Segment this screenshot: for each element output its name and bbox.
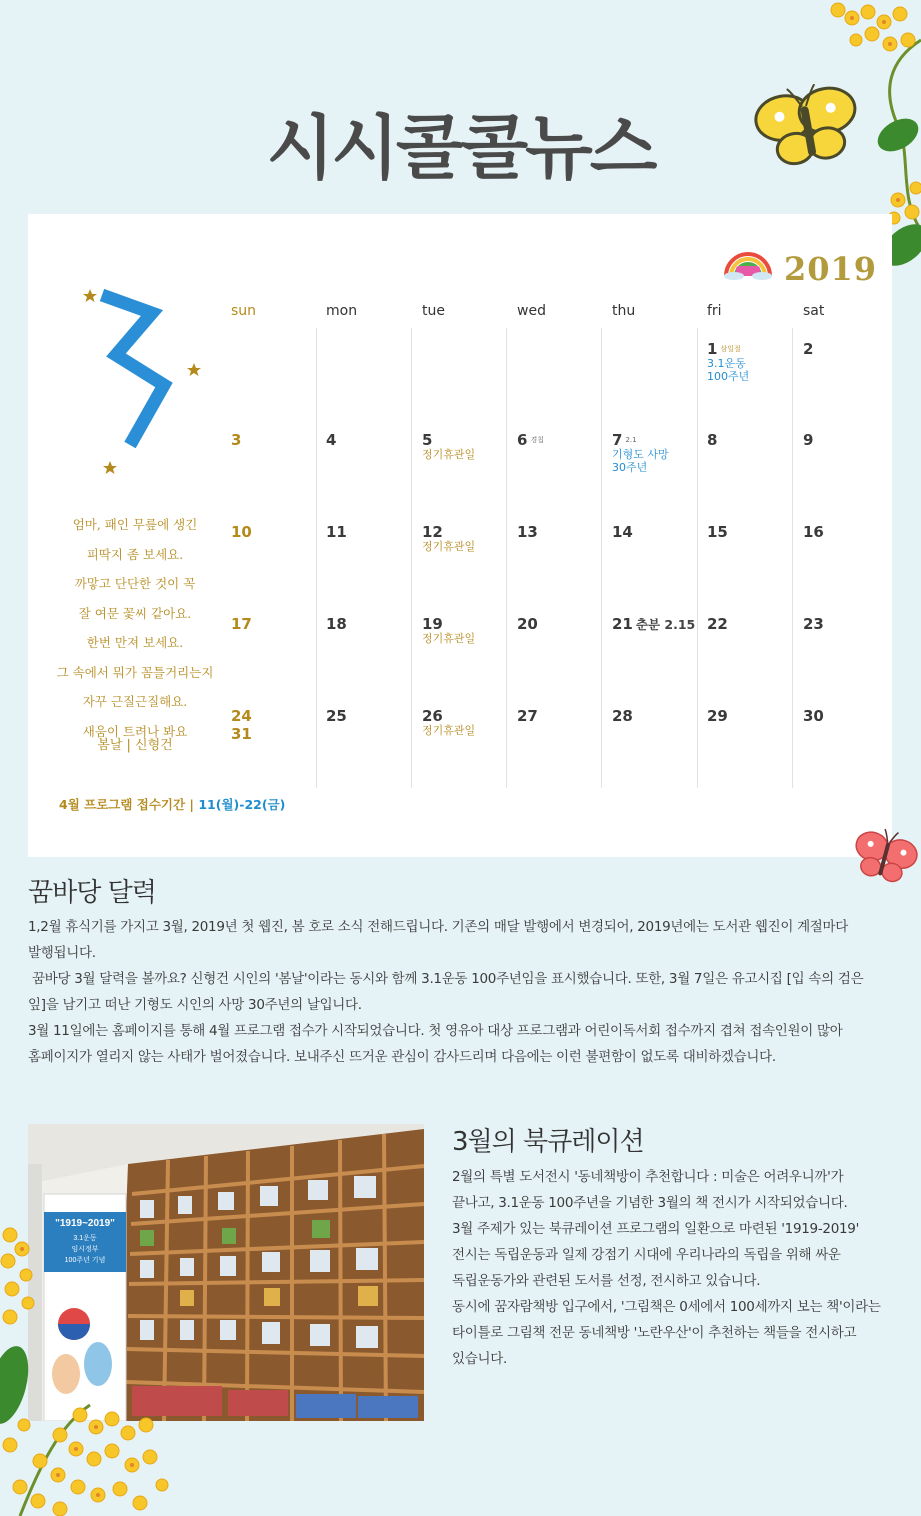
calendar-day-number: 26 — [422, 707, 443, 725]
banner-text: 임시정부 — [71, 1246, 99, 1253]
calendar-day — [517, 707, 538, 725]
calendar-day-number: 13 — [517, 523, 538, 541]
calendar-day — [707, 340, 741, 358]
calendar-day-note: 기형도 사망 30주년 — [612, 448, 669, 474]
calendar-day-number: 21 — [612, 615, 633, 633]
calendar-day — [612, 523, 633, 541]
calendar-day — [803, 431, 813, 449]
calendar-day-number: 1 — [707, 340, 718, 358]
notice-label: 4월 프로그램 접수기간 | — [59, 797, 199, 812]
calendar-day-number: 16 — [803, 523, 824, 541]
calendar-day — [231, 523, 252, 541]
body-line: 꿈바당 3월 달력을 볼까요? 신형건 시인의 '봄날'이라는 동시와 함께 3.1운동 100주년임을 표시했습니다. 또한, 3월 7일은 유고시집 [입 속의 검은 — [28, 971, 864, 987]
calendar-day-number: 14 — [612, 523, 633, 541]
yellow-butterfly-icon — [748, 84, 868, 174]
body-line: 독립운동가와 관련된 도서를 선정, 전시하고 있습니다. — [452, 1273, 761, 1289]
calendar-day-sup: 경칩 — [530, 436, 544, 444]
calendar-day-number: 12 — [422, 523, 443, 541]
calendar-day — [231, 431, 241, 449]
poem-line: 한번 만져 보세요. — [86, 635, 184, 650]
calendar-day — [803, 340, 813, 358]
day-label-tue: tue — [422, 303, 445, 319]
poem-line: 잘 여문 꽃씨 같아요. — [78, 605, 192, 621]
calendar-day-number: 3 — [231, 431, 242, 449]
calendar-day-number: 2 — [803, 340, 814, 358]
grid-divider — [601, 328, 602, 788]
body-line: 3월 11일에는 홈페이지를 통해 4월 프로그램 접수가 시작되었습니다. 첫 영유아 대상 프로그램과 어린이독서회 접수까지 겹쳐 접속인원이 많아 — [28, 1023, 843, 1039]
poem-line: 그 속에서 뭐가 꼼틀거리는지 — [56, 664, 214, 680]
poem — [40, 510, 230, 746]
calendar-day-number: 8 — [707, 431, 718, 449]
calendar-day — [422, 615, 443, 633]
calendar-day — [612, 615, 695, 634]
body-line: 타이틀로 그림책 전문 동네책방 '노란우산'이 추천하는 책들을 전시하고 — [452, 1325, 857, 1341]
calendar-day-number: 10 — [231, 523, 252, 541]
poem-line: 피딱지 좀 보세요. — [86, 546, 184, 562]
poem-line: 새움이 트려나 봐요 — [82, 723, 188, 739]
poem-line: 까맣고 단단한 것이 꼭 — [74, 576, 196, 591]
calendar-day-number: 19 — [422, 615, 443, 633]
calendar-day-number: 23 — [803, 615, 824, 633]
calendar-day-number: 30 — [803, 707, 824, 725]
body-line: 동시에 꿈자람책방 입구에서, '그림책은 0세에서 100세까지 보는 책'이라는 — [452, 1299, 881, 1315]
calendar-day — [422, 707, 443, 725]
calendar-day — [326, 615, 347, 633]
calendar-day — [231, 707, 252, 743]
calendar-day-number: 6 — [517, 431, 528, 449]
calendar-day — [517, 615, 538, 633]
calendar-day-number: 11 — [326, 523, 347, 541]
calendar-day-inline-note: 춘분 2.15 — [635, 617, 696, 632]
calendar-day-note: 정기휴관일 — [422, 448, 476, 461]
pink-butterfly-icon — [850, 826, 920, 886]
body-line: 1,2월 휴식기를 가지고 3월, 2019년 첫 웹진, 봄 호로 소식 전해드립니다. 기존의 매달 발행에서 변경되어, 2019년에는 도서관 웹진이 계절마다 — [28, 919, 849, 935]
banner-text: 100주년 기념 — [64, 1257, 106, 1264]
calendar-day — [803, 707, 824, 725]
calendar-day-number: 29 — [707, 707, 728, 725]
section-curation-title: 3월의 북큐레이션 — [452, 1127, 644, 1157]
calendar-day — [803, 615, 824, 633]
banner-text: "1919~2019" — [55, 1218, 115, 1229]
flower-cluster-icon — [0, 1225, 180, 1516]
calendar-day — [517, 523, 538, 541]
calendar-day-number: 24 31 — [231, 707, 252, 743]
body-line: 잎]을 남기고 떠난 기형도 시인의 사망 30주년의 날입니다. — [28, 997, 362, 1013]
body-line: 끝나고, 3.1운동 100주년을 기념한 3월의 책 전시가 시작되었습니다. — [452, 1195, 848, 1211]
calendar-day-number: 20 — [517, 615, 538, 633]
calendar-year: 2019 — [784, 250, 878, 288]
body-line: 있습니다. — [452, 1351, 507, 1367]
calendar-day — [517, 431, 544, 449]
calendar-day-note: 정기휴관일 — [422, 632, 476, 645]
grid-divider — [697, 328, 698, 788]
grid-divider — [316, 328, 317, 788]
section-calendar-body — [28, 914, 898, 1070]
calendar-day — [707, 523, 728, 541]
day-label-sat: sat — [803, 303, 825, 319]
calendar-day-number: 9 — [803, 431, 814, 449]
calendar-day — [707, 707, 728, 725]
calendar-day-number: 18 — [326, 615, 347, 633]
calendar-day-number: 28 — [612, 707, 633, 725]
calendar-day — [326, 707, 347, 725]
section-curation-body — [452, 1164, 898, 1372]
calendar-day — [231, 615, 252, 633]
day-label-fri: fri — [707, 303, 722, 319]
section-calendar-title: 꿈바당 달력 — [28, 878, 156, 908]
grid-divider — [506, 328, 507, 788]
calendar-day-sup: 삼일절 — [720, 345, 741, 353]
calendar-day — [707, 431, 717, 449]
grid-divider — [411, 328, 412, 788]
calendar-day-note: 3.1운동 100주년 — [707, 357, 750, 383]
calendar-day-note: 정기휴관일 — [422, 540, 476, 553]
banner-text: 3.1운동 — [73, 1235, 97, 1242]
calendar-day-number: 15 — [707, 523, 728, 541]
calendar-day — [612, 707, 633, 725]
poem-line: 자꾸 근질근질해요. — [82, 694, 188, 709]
calendar-day — [422, 523, 443, 541]
month-number-graphic — [80, 285, 210, 480]
calendar-day — [422, 431, 432, 449]
poem-author: 봄날 | 신형건 — [97, 738, 173, 753]
calendar-day — [707, 615, 728, 633]
calendar-day-number: 27 — [517, 707, 538, 725]
body-line: 전시는 독립운동과 일제 강점기 시대에 우리나라의 독립을 위해 싸운 — [452, 1247, 841, 1263]
program-notice — [59, 795, 285, 813]
calendar-day-number: 4 — [326, 431, 337, 449]
day-label-thu: thu — [612, 303, 636, 319]
calendar-day-number: 17 — [231, 615, 252, 633]
body-line: 발행됩니다. — [28, 945, 96, 961]
rainbow-logo-icon — [722, 248, 774, 280]
calendar-day — [803, 523, 824, 541]
day-label-wed: wed — [517, 303, 546, 319]
page-title: 시시콜콜뉴스 — [266, 107, 655, 189]
body-line: 3월 주제가 있는 북큐레이션 프로그램의 일환으로 마련된 '1919-2019' — [452, 1221, 859, 1237]
calendar-day-number: 5 — [422, 431, 433, 449]
day-label-mon: mon — [326, 303, 358, 319]
calendar-day — [326, 523, 347, 541]
calendar-day-number: 22 — [707, 615, 728, 633]
calendar-day — [326, 431, 336, 449]
body-line: 2월의 특별 도서전시 '동네책방이 추천합니다 : 미술은 어려우니까'가 — [452, 1169, 844, 1185]
body-line: 홈페이지가 열리지 않는 사태가 벌어졌습니다. 보내주신 뜨거운 관심이 감사드리며 다음에는 이런 불편함이 없도록 대비하겠습니다. — [28, 1049, 776, 1065]
notice-dates: 11(월)-22(금) — [198, 797, 286, 812]
calendar-day-note: 정기휴관일 — [422, 724, 476, 737]
calendar-day — [612, 431, 637, 449]
calendar-day-sup: 2.1 — [625, 436, 637, 444]
calendar-day-number: 25 — [326, 707, 347, 725]
poem-line: 엄마, 패인 무릎에 생긴 — [72, 517, 198, 532]
grid-divider — [792, 328, 793, 788]
calendar-day-number: 7 — [612, 431, 623, 449]
day-label-sun: sun — [231, 303, 257, 319]
